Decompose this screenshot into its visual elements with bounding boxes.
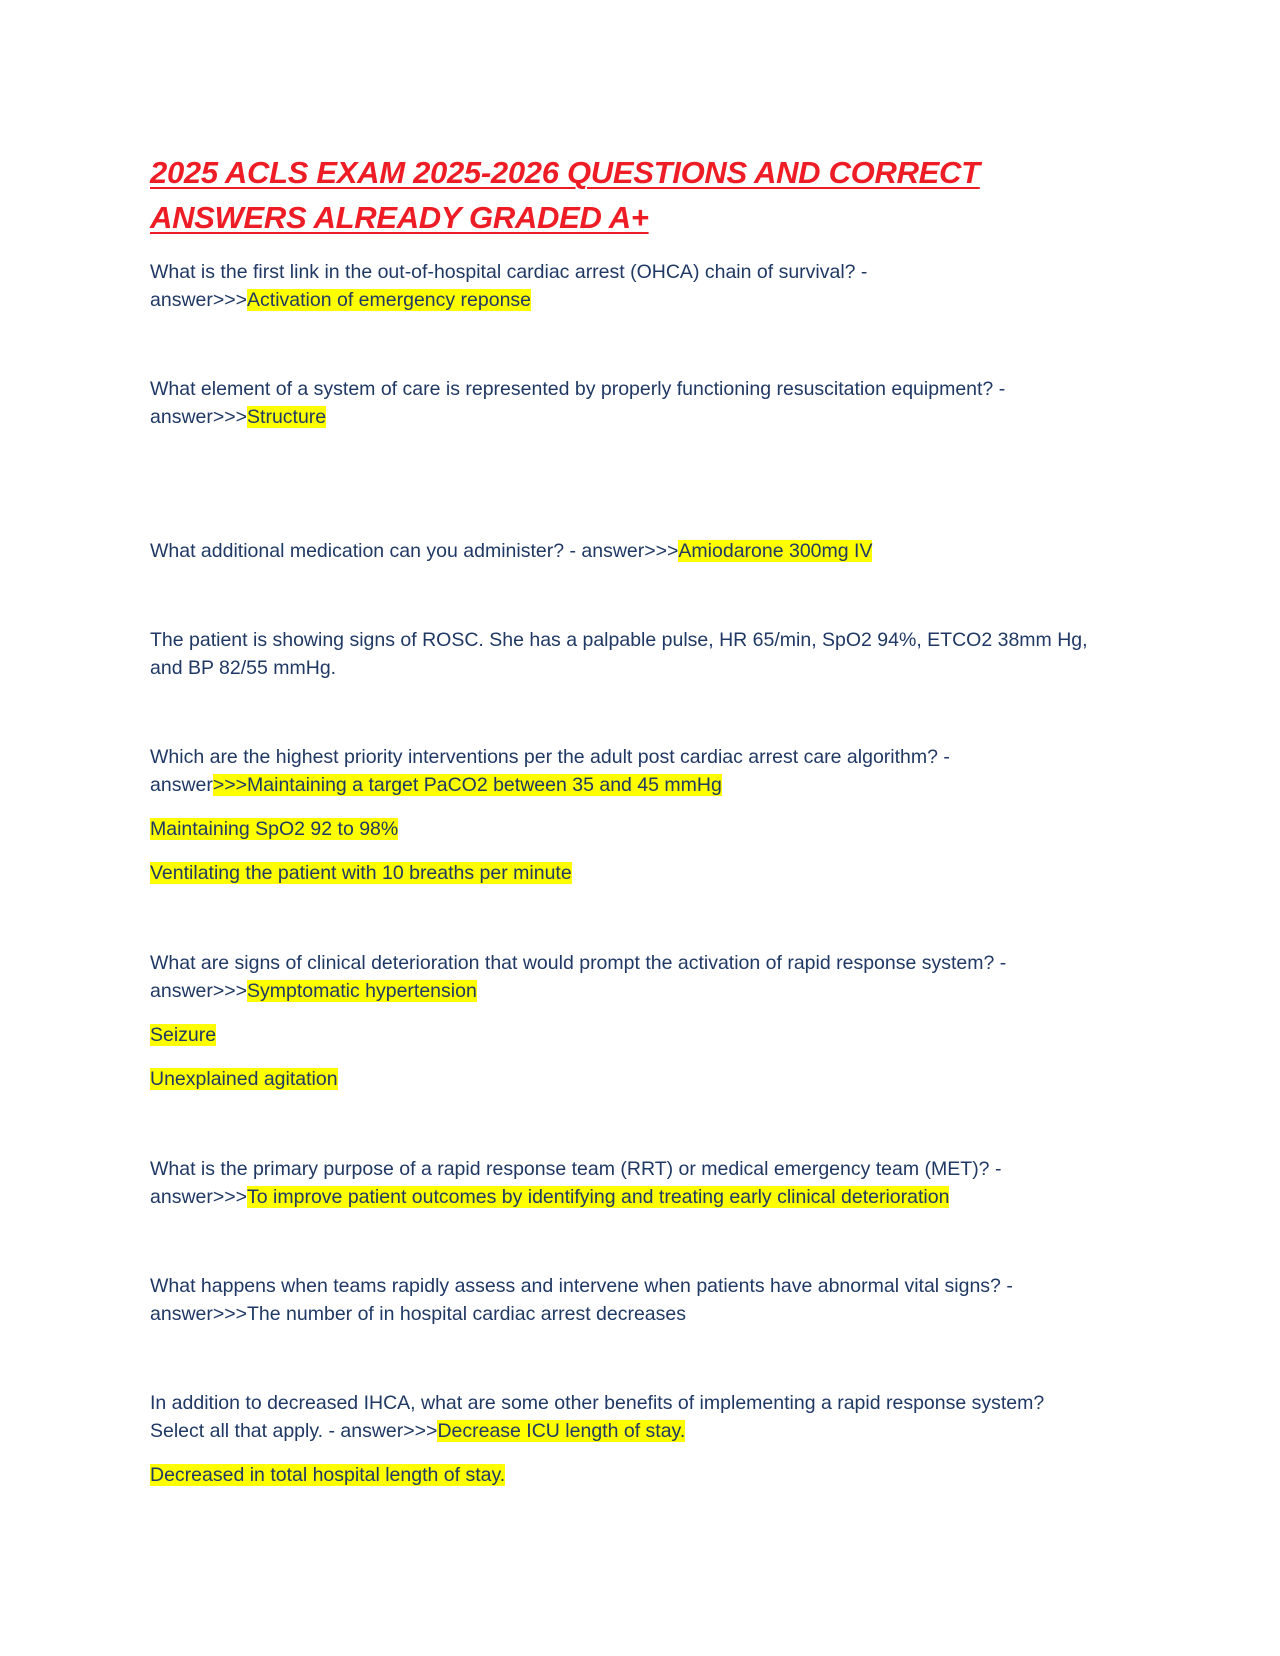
answer-line [150,815,1140,843]
title-line-1: 2025 ACLS EXAM 2025-2026 QUESTIONS AND CORRECT [150,155,980,190]
document-page [150,150,1140,248]
answer-highlight: Activation of emergency reponse [247,289,532,311]
question-text: What is the first link in the out-of-hospital cardiac arrest (OHCA) chain of survival? - [150,261,868,283]
answer-line [150,403,1140,431]
answer-line [150,1417,1140,1445]
answer-line [150,286,1140,314]
answer-highlight: Ventilating the patient with 10 breaths per minute [150,862,572,884]
answer-highlight: Maintaining SpO2 92 to 98% [150,818,399,840]
answer-prefix: answer>>> [150,1186,248,1208]
answer-highlight: Symptomatic hypertension [247,980,477,1002]
document-title [150,150,1140,240]
answer-highlight: Structure [247,406,327,428]
qa-item-2 [150,375,1140,431]
question-text: What additional medication can you administer? - answer>>> [150,540,679,562]
question-text: Which are the highest priority interventions per the adult post cardiac arrest care algorithm? - [150,746,950,768]
answer-highlight: >>>Maintaining a target PaCO2 between 35 and 45 mmHg [212,774,722,796]
answer-line [150,537,1140,565]
question-text-cont: Select all that apply. - answer>>> [150,1420,438,1442]
question-text: What element of a system of care is represented by properly functioning resuscitation equipment? - [150,378,1006,400]
answer-line [150,1183,1140,1211]
question-text: What are signs of clinical deterioration that would prompt the activation of rapid response system? - [150,952,1007,974]
answer-line [150,859,1140,887]
answer-prefix: answer [150,774,213,796]
qa-item-6 [150,949,1140,1093]
answer-highlight: Amiodarone 300mg IV [678,540,873,562]
answer-line: answer>>>The number of in hospital cardiac arrest decreases [150,1303,686,1325]
answer-line [150,771,1140,799]
answer-highlight: Seizure [150,1024,217,1046]
qa-item-7 [150,1155,1140,1211]
answer-line [150,1461,1140,1489]
scenario-text: The patient is showing signs of ROSC. She has a palpable pulse, HR 65/min, SpO2 94%, ETCO2 38mm Hg, [150,629,1088,651]
answer-prefix: answer>>> [150,980,248,1002]
answer-line [150,1021,1140,1049]
scenario-text: and BP 82/55 mmHg. [150,657,337,679]
qa-item-9 [150,1389,1140,1489]
qa-item-5 [150,743,1140,887]
qa-item-3 [150,537,1140,565]
question-text: What happens when teams rapidly assess and intervene when patients have abnormal vital signs? - [150,1275,1013,1297]
question-text: What is the primary purpose of a rapid response team (RRT) or medical emergency team (MET)? - [150,1158,1002,1180]
answer-prefix: answer>>> [150,406,248,428]
answer-highlight: Unexplained agitation [150,1068,338,1090]
question-text: In addition to decreased IHCA, what are some other benefits of implementing a rapid response system? [150,1392,1045,1414]
answer-highlight: To improve patient outcomes by identifying and treating early clinical deterioration [247,1186,950,1208]
answer-line [150,1065,1140,1093]
answer-line [150,977,1140,1005]
answer-highlight: Decreased in total hospital length of stay. [150,1464,506,1486]
answer-highlight: Decrease ICU length of stay. [437,1420,686,1442]
qa-item-8 [150,1272,1140,1328]
answer-prefix: answer>>> [150,289,248,311]
qa-item-4 [150,626,1140,682]
title-line-2: ANSWERS ALREADY GRADED A+ [150,200,649,235]
qa-item-1 [150,258,1140,314]
